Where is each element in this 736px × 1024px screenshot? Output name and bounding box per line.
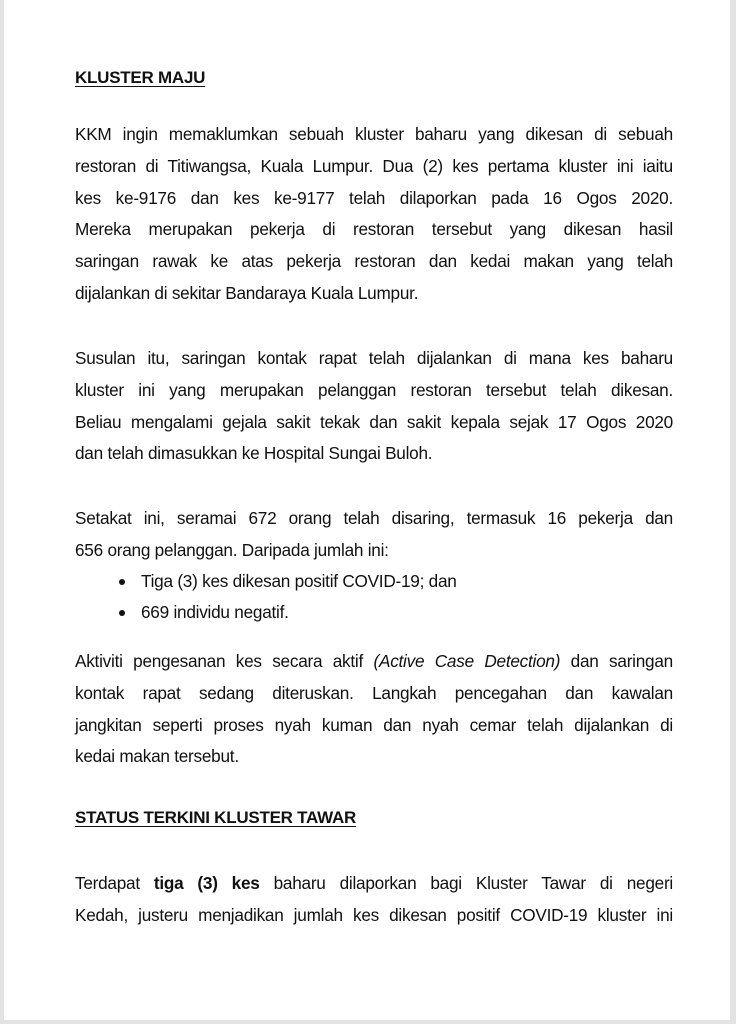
text-line: Aktiviti pengesanan kes secara aktif (Active Case Detection) dan saringan [75, 651, 673, 671]
paragraph-kluster-maju-intro [75, 119, 673, 310]
text-line: dan telah dimasukkan ke Hospital Sungai Buloh. [75, 443, 433, 464]
text-line: saringan rawak ke atas pekerja restoran dan kedai makan yang telah [75, 251, 673, 272]
text-line: Kedah, justeru menjadikan jumlah kes dikesan positif COVID-19 kluster ini [75, 904, 673, 925]
text-line: Susulan itu, saringan kontak rapat telah dijalankan di mana kes baharu [75, 348, 673, 368]
document-page: KLUSTER MAJU KKM ingin memaklumkan sebuah kluster baharu yang dikesan di sebuah restoran di Titiwangsa, Kuala Lumpur. Dua (2) kes pertama kluster ini iaitu kes ke-9176 dan kes ke-9177 telah dilaporkan pada 16 Ogos 2020. Mereka merupakan pekerja di restoran tersebut yang dikesan hasil saringan rawak ke atas pekerja restoran dan kedai makan yang telah dijalankan di sekitar Bandaraya Kuala Lumpur. Susulan itu, saringan kontak rapat telah dijalankan di mana kes baharu kluster ini yang merupakan pelanggan restoran tersebut telah dikesan. Beliau mengalami gejala sakit tekak dan sakit kepala sejak 17 Ogos 2020 dan telah dimasukkan ke Hospital Sungai Buloh. Setakat ini, seramai 672 orang telah disaring, termasuk 16 pekerja dan 656 orang pelanggan. Daripada jumlah ini: Tiga (3) kes dikesan positif COVID-19; dan 669 individu negatif. Aktiviti pengesanan kes secara aktif (Active Case Detection) dan saringan kontak rapat sedang diteruskan. Langkah pencegahan dan kawalan jangkitan seperti proses nyah kuman dan nyah cemar telah dijalankan di kedai makan tersebut. STATUS TERKINI KLUSTER TAWAR Terdapat tiga (3) kes baharu dilaporkan bagi Kluster Tawar di negeri Kedah, justeru menjadikan jumlah kes dikesan positif COVID-19 kluster ini [4, 0, 730, 1020]
bold-term: tiga (3) kes [153, 873, 260, 893]
text-line: kontak rapat sedang diteruskan. Langkah pencegahan dan kawalan [75, 682, 673, 703]
text-line: dijalankan di sekitar Bandaraya Kuala Lumpur. [75, 282, 419, 303]
text-line: 656 orang pelanggan. Daripada jumlah ini: [75, 539, 389, 560]
paragraph-contact-screening [75, 343, 673, 470]
text-line: Terdapat tiga (3) kes baharu dilaporkan bagi Kluster Tawar di negeri [75, 873, 673, 893]
heading-kluster-maju: KLUSTER MAJU [75, 68, 206, 87]
text-line: Beliau mengalami gejala sakit tekak dan sakit kepala sejak 17 Ogos 2020 [75, 411, 673, 432]
text-line: KKM ingin memaklumkan sebuah kluster baharu yang dikesan di sebuah [75, 124, 673, 144]
paragraph-screening-results [75, 503, 673, 567]
text-line: restoran di Titiwangsa, Kuala Lumpur. Dua (2) kes pertama kluster ini iaitu [75, 155, 673, 176]
text-line: kedai makan tersebut. [75, 746, 239, 767]
bullet-icon [119, 610, 125, 616]
text-line: jangkitan seperti proses nyah kuman dan nyah cemar telah dijalankan di [75, 714, 673, 735]
paragraph-kluster-tawar [75, 868, 673, 932]
paragraph-active-detection [75, 646, 673, 773]
text-line: Setakat ini, seramai 672 orang telah disaring, termasuk 16 pekerja dan [75, 508, 673, 528]
bullet-icon [119, 579, 125, 585]
italic-term: (Active Case Detection) [373, 651, 561, 671]
text-line: kes ke-9176 dan kes ke-9177 telah dilaporkan pada 16 Ogos 2020. [75, 187, 673, 208]
text-line: Mereka merupakan pekerja di restoran tersebut yang dikesan hasil [75, 219, 673, 240]
heading-status-kluster-tawar: STATUS TERKINI KLUSTER TAWAR [75, 808, 357, 827]
text-line: kluster ini yang merupakan pelanggan restoran tersebut telah dikesan. [75, 379, 673, 400]
